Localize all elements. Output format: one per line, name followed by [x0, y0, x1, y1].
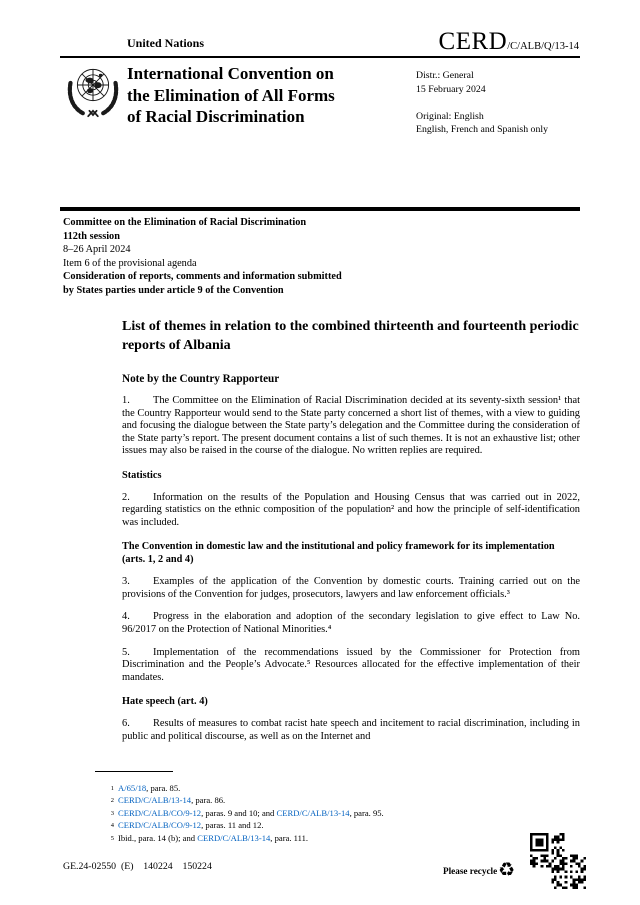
committee-name: Committee on the Elimination of Racial Discrimination: [63, 217, 307, 228]
paragraph-number: 4.: [122, 611, 130, 623]
paragraph-text: The Committee on the Elimination of Racial Discrimination decided at its seventy-sixth session¹ that the Country Rapporteur would send to the State party concerned a short list of themes, with a view to guiding and focusing the dialogue between the State party’s delegation and the Committee during the consideration of the State party’s report. The present document contains a list of such themes. It is not an exhaustive list; other issues may also be raised in the course of the dialogue. No written replies are required.: [122, 395, 580, 457]
footnote-link[interactable]: CERD/C/ALB/CO/9-12: [118, 820, 202, 831]
recycle-icon: ♻: [498, 859, 516, 881]
paragraph-text: Information on the results of the Population and Housing Census that was carried out in 2022, regarding statistics on the ethnic composition of the population² and how the principle of self-identification was included.: [122, 491, 580, 528]
footnote-link[interactable]: A/65/18: [118, 783, 147, 793]
header-rule: [60, 56, 580, 58]
footnote-number: 4: [110, 822, 114, 830]
footnote-link[interactable]: CERD/C/ALB/13-14: [118, 795, 192, 806]
distribution-block: [416, 69, 586, 137]
note-heading: Note by the Country Rapporteur: [122, 373, 280, 385]
committee-agenda-item: Item 6 of the provisional agenda: [63, 257, 197, 269]
footnote-number: 3: [110, 809, 114, 817]
footnote-text-segment: , para. 111.: [270, 832, 309, 843]
paragraph-number: 2.: [122, 491, 130, 503]
footnote-number: 5: [110, 834, 114, 842]
convention-title: [127, 63, 335, 128]
recycle-notice: [443, 861, 515, 880]
footnote-text-segment: , para. 85.: [146, 783, 181, 793]
heading-convention: The Convention in domestic law and the institutional and policy framework for its implementation (arts. 1, 2 and 4): [122, 541, 555, 566]
footnote-row: [0, 832, 575, 844]
page-title: List of themes in relation to the combined thirteenth and fourteenth periodic reports of Albania: [122, 319, 579, 353]
committee-block: [63, 216, 543, 297]
footnote-row: [0, 819, 575, 831]
footnote-text: [118, 794, 575, 806]
paragraph-text: Results of measures to combat racist hate speech and incitement to racial discrimination, including in public and political discourse, as well as on the Internet and: [122, 718, 580, 742]
recycle-label: Please recycle: [443, 865, 498, 876]
footnote-row: [0, 807, 575, 819]
paragraph-6: [122, 718, 580, 743]
footnotes: [0, 782, 575, 844]
main-content: [122, 318, 580, 743]
distr-date: 15 February 2024: [416, 83, 486, 95]
un-label: United Nations: [127, 36, 205, 50]
section-rule: [60, 207, 580, 211]
footnote-link[interactable]: CERD/C/ALB/CO/9-12: [118, 807, 202, 818]
paragraph-number: 6.: [122, 718, 130, 730]
footnote-row: [0, 782, 575, 794]
paragraph-1: [122, 395, 580, 458]
paragraph-4: [122, 611, 580, 636]
committee-session: 112th session: [63, 230, 120, 242]
committee-agenda-title: Consideration of reports, comments and information submitted: [63, 271, 342, 282]
distr-line: Distr.: General: [416, 70, 474, 81]
committee-dates: 8–26 April 2024: [63, 244, 131, 255]
paragraph-number: 1.: [122, 395, 130, 406]
paragraph-text: Progress in the elaboration and adoption of the secondary legislation to give effect to Law No. 96/2017 on the Protection of National Minorities.⁴: [122, 611, 580, 636]
footnote-text: [118, 782, 575, 794]
footnote-text: [118, 807, 575, 819]
heading-statistics: Statistics: [122, 469, 162, 481]
footnote-number: 1: [110, 785, 114, 792]
qr-code: [530, 833, 586, 889]
document-symbol-suffix: /C/ALB/Q/13-14: [507, 41, 579, 52]
paragraph-3: [122, 576, 580, 601]
paragraph-5: [122, 647, 580, 685]
convention-title-line: of Racial Discrimination: [127, 107, 305, 126]
paragraph-text: Examples of the application of the Convention by domestic courts. Training carried out on the provisions of the Convention for judges, prosecutors, lawyers and law enforcement officials.³: [122, 576, 580, 600]
footnote-link[interactable]: CERD/C/ALB/13-14: [276, 807, 350, 818]
footnote-text-segment: , paras. 11 and 12.: [201, 820, 264, 831]
footnote-number: 2: [110, 797, 114, 805]
footnote-text: [118, 832, 575, 844]
distr-languages: English, French and Spanish only: [416, 124, 548, 136]
footnote-text: [118, 819, 575, 831]
paragraph-2: [122, 492, 580, 530]
footnote-text-segment: , para. 95.: [349, 807, 384, 818]
paragraph-number: 3.: [122, 576, 130, 588]
footnote-text-segment: , paras. 9 and 10; and: [201, 807, 277, 818]
committee-agenda-title: by States parties under article 9 of the Convention: [63, 284, 284, 296]
footnote-text-segment: Ibid., para. 14 (b); and: [118, 832, 198, 843]
paragraph-number: 5.: [122, 646, 130, 658]
document-symbol: [439, 28, 579, 56]
paragraph-text: Implementation of the recommendations issued by the Commissioner for Protection from Discrimination and the People’s Advocate.⁵ Resources allocated for the effective implementation of their mandates.: [122, 646, 580, 683]
footer-reference: GE.24-02550 (E) 140224 150224: [63, 861, 212, 872]
footnote-link[interactable]: CERD/C/ALB/13-14: [197, 832, 271, 843]
footnote-row: [0, 794, 575, 806]
document-symbol-main: CERD: [438, 28, 508, 55]
footnote-separator: [95, 771, 173, 772]
heading-hate-speech: Hate speech (art. 4): [122, 696, 208, 708]
footnote-text-segment: , para. 86.: [191, 795, 226, 806]
un-emblem-icon: [63, 61, 123, 121]
distr-original: Original: English: [416, 110, 484, 122]
convention-title-line: the Elimination of All Forms: [127, 85, 335, 105]
convention-title-line: International Convention on: [127, 64, 334, 83]
